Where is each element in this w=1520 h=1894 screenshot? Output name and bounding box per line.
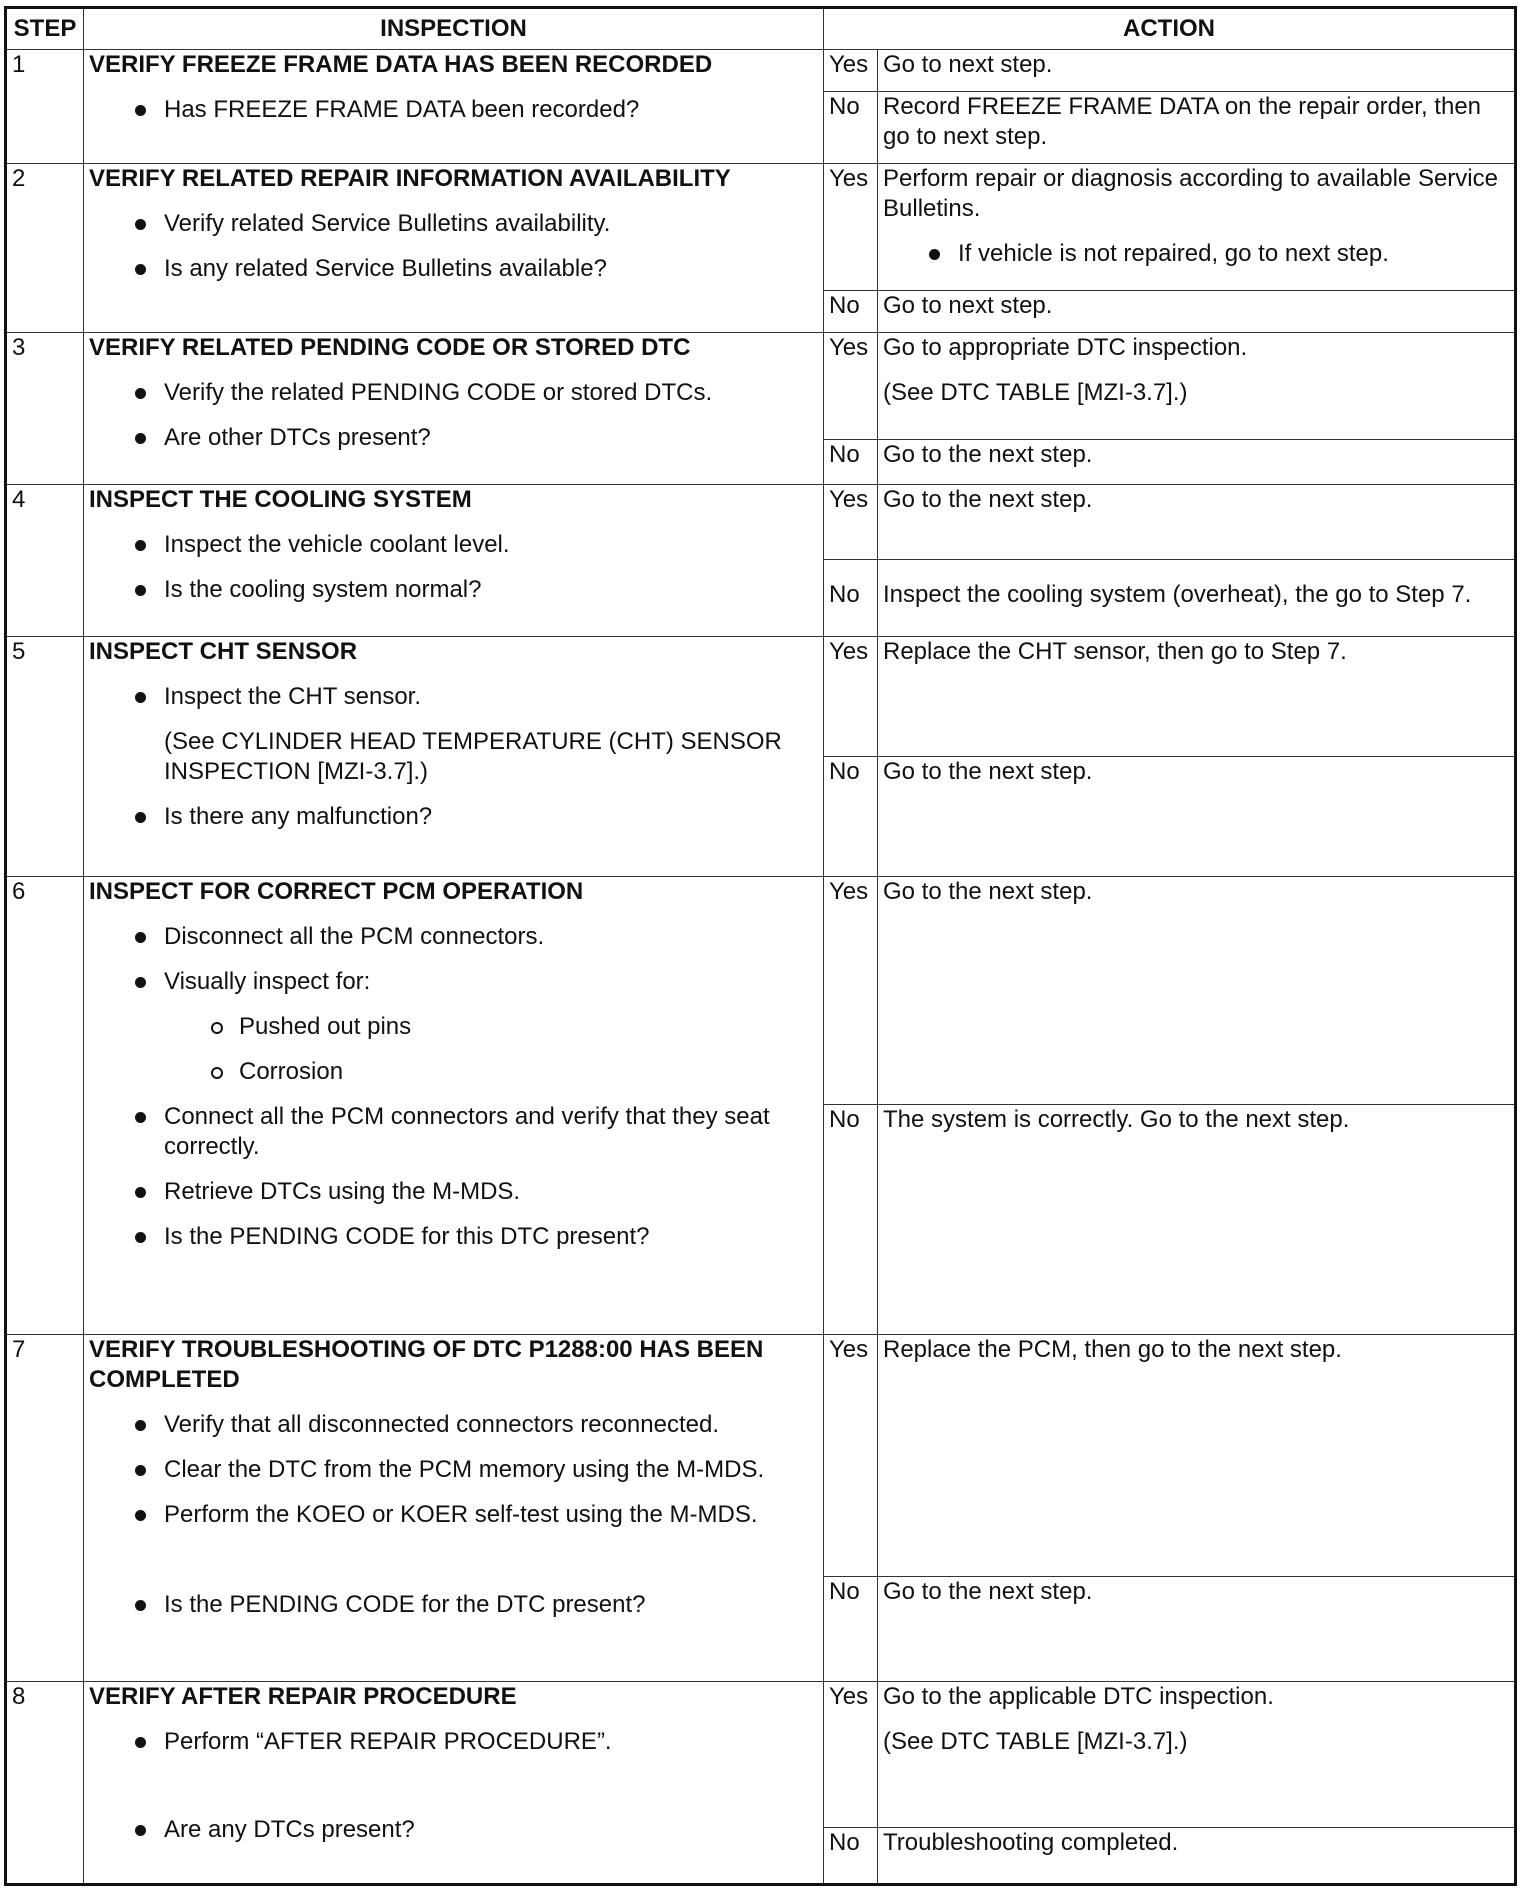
inspection-bullet: Clear the DTC from the PCM memory using the M-MDS.	[89, 1455, 818, 1485]
step-title: VERIFY AFTER REPAIR PROCEDURE	[89, 1683, 517, 1710]
inspection-bullet: Is the cooling system normal?	[89, 575, 818, 605]
inspection-bullet: Verify the related PENDING CODE or stored DTCs.	[89, 378, 818, 408]
step-7-row	[6, 1335, 1516, 1577]
no-label: No	[824, 440, 878, 485]
inspection-bullet: Perform the KOEO or KOER self-test using the M-MDS.	[89, 1500, 818, 1530]
inspection-bullet: Are other DTCs present?	[89, 423, 818, 453]
no-action: Go to the next step.	[878, 757, 1516, 877]
troubleshooting-table	[4, 6, 1517, 1886]
step-title: INSPECT FOR CORRECT PCM OPERATION	[89, 878, 584, 905]
no-action: Go to next step.	[878, 291, 1516, 333]
step-title: VERIFY RELATED PENDING CODE OR STORED DTC	[89, 334, 691, 361]
yes-action: Replace the PCM, then go to the next step.	[878, 1335, 1516, 1577]
no-action: Record FREEZE FRAME DATA on the repair order, then go to next step.	[878, 92, 1516, 164]
yes-label: Yes	[824, 1335, 878, 1577]
no-action: Troubleshooting completed.	[878, 1828, 1516, 1885]
step-8-inspection	[84, 1682, 824, 1885]
inspection-bullet: Perform “AFTER REPAIR PROCEDURE”.	[89, 1727, 818, 1757]
step-2-inspection	[84, 164, 824, 333]
action-column-header: ACTION	[824, 8, 1516, 50]
inspection-bullet: Inspect the vehicle coolant level.	[89, 530, 818, 560]
no-action: The system is correctly. Go to the next step.	[878, 1105, 1516, 1335]
inspection-column-header: INSPECTION	[84, 8, 824, 50]
inspection-bullet: Are any DTCs present?	[89, 1815, 818, 1845]
inspection-bullet: Connect all the PCM connectors and verify that they seat correctly.	[89, 1102, 818, 1162]
step-number: 7	[6, 1335, 84, 1682]
yes-label: Yes	[824, 50, 878, 92]
no-label: No	[824, 1828, 878, 1885]
step-4-inspection	[84, 485, 824, 637]
step-4-row	[6, 485, 1516, 560]
inspection-bullet: Is there any malfunction?	[89, 802, 818, 832]
yes-action	[878, 333, 1516, 440]
yes-action-text: Perform repair or diagnosis according to available Service Bulletins.	[883, 165, 1498, 222]
yes-label: Yes	[824, 164, 878, 291]
yes-label: Yes	[824, 877, 878, 1105]
no-label: No	[824, 291, 878, 333]
yes-label: Yes	[824, 637, 878, 757]
inspection-bullet: Verify that all disconnected connectors reconnected.	[89, 1410, 818, 1440]
header-row	[6, 8, 1516, 50]
step-2-row	[6, 164, 1516, 291]
yes-label: Yes	[824, 1682, 878, 1828]
inspection-sub-bullet: Corrosion	[89, 1057, 818, 1087]
step-title: INSPECT THE COOLING SYSTEM	[89, 486, 472, 513]
yes-action: Go to the next step.	[878, 485, 1516, 560]
step-1-row	[6, 50, 1516, 92]
step-number: 6	[6, 877, 84, 1335]
step-column-header: STEP	[6, 8, 84, 50]
inspection-reference: (See CYLINDER HEAD TEMPERATURE (CHT) SENSOR INSPECTION [MZI-3.7].)	[164, 728, 782, 785]
step-6-inspection	[84, 877, 824, 1335]
inspection-bullet: Inspect the CHT sensor.	[89, 682, 818, 712]
yes-action	[878, 164, 1516, 291]
yes-action	[878, 1682, 1516, 1828]
inspection-bullet: Disconnect all the PCM connectors.	[89, 922, 818, 952]
step-5-inspection	[84, 637, 824, 877]
step-number: 8	[6, 1682, 84, 1885]
step-number: 4	[6, 485, 84, 637]
no-action: Inspect the cooling system (overheat), the go to Step 7.	[878, 560, 1516, 637]
yes-action-text: Go to appropriate DTC inspection.	[883, 334, 1248, 361]
inspection-bullet: Is any related Service Bulletins available?	[89, 254, 818, 284]
action-bullet: If vehicle is not repaired, go to next step.	[883, 239, 1509, 269]
inspection-sub-bullet: Pushed out pins	[89, 1012, 818, 1042]
step-8-row	[6, 1682, 1516, 1828]
step-7-inspection	[84, 1335, 824, 1682]
step-3-inspection	[84, 333, 824, 485]
yes-action-reference: (See DTC TABLE [MZI-3.7].)	[883, 1728, 1188, 1755]
step-title: VERIFY TROUBLESHOOTING OF DTC P1288:00 HAS BEEN COMPLETED	[89, 1336, 764, 1393]
step-number: 1	[6, 50, 84, 164]
no-label: No	[824, 560, 878, 637]
no-action: Go to the next step.	[878, 440, 1516, 485]
inspection-bullet: Visually inspect for:	[89, 967, 818, 997]
troubleshooting-sheet	[4, 6, 1514, 1884]
step-number: 2	[6, 164, 84, 333]
step-6-row	[6, 877, 1516, 1105]
no-label: No	[824, 757, 878, 877]
no-label: No	[824, 1577, 878, 1682]
yes-action-text: Go to the applicable DTC inspection.	[883, 1683, 1274, 1710]
step-3-row	[6, 333, 1516, 440]
inspection-bullet: Is the PENDING CODE for this DTC present?	[89, 1222, 818, 1252]
no-label: No	[824, 1105, 878, 1335]
no-action: Go to the next step.	[878, 1577, 1516, 1682]
step-title: VERIFY FREEZE FRAME DATA HAS BEEN RECORDED	[89, 51, 713, 78]
step-1-inspection	[84, 50, 824, 164]
step-title: INSPECT CHT SENSOR	[89, 638, 358, 665]
no-label: No	[824, 92, 878, 164]
step-number: 5	[6, 637, 84, 877]
inspection-bullet: Has FREEZE FRAME DATA been recorded?	[89, 95, 818, 125]
yes-action: Go to the next step.	[878, 877, 1516, 1105]
step-number: 3	[6, 333, 84, 485]
yes-label: Yes	[824, 333, 878, 440]
step-5-row	[6, 637, 1516, 757]
yes-action: Replace the CHT sensor, then go to Step 7.	[878, 637, 1516, 757]
inspection-bullet: Retrieve DTCs using the M-MDS.	[89, 1177, 818, 1207]
yes-action: Go to next step.	[878, 50, 1516, 92]
yes-action-reference: (See DTC TABLE [MZI-3.7].)	[883, 379, 1188, 406]
yes-label: Yes	[824, 485, 878, 560]
inspection-bullet: Verify related Service Bulletins availability.	[89, 209, 818, 239]
inspection-bullet: Is the PENDING CODE for the DTC present?	[89, 1590, 818, 1620]
step-title: VERIFY RELATED REPAIR INFORMATION AVAILABILITY	[89, 165, 731, 192]
